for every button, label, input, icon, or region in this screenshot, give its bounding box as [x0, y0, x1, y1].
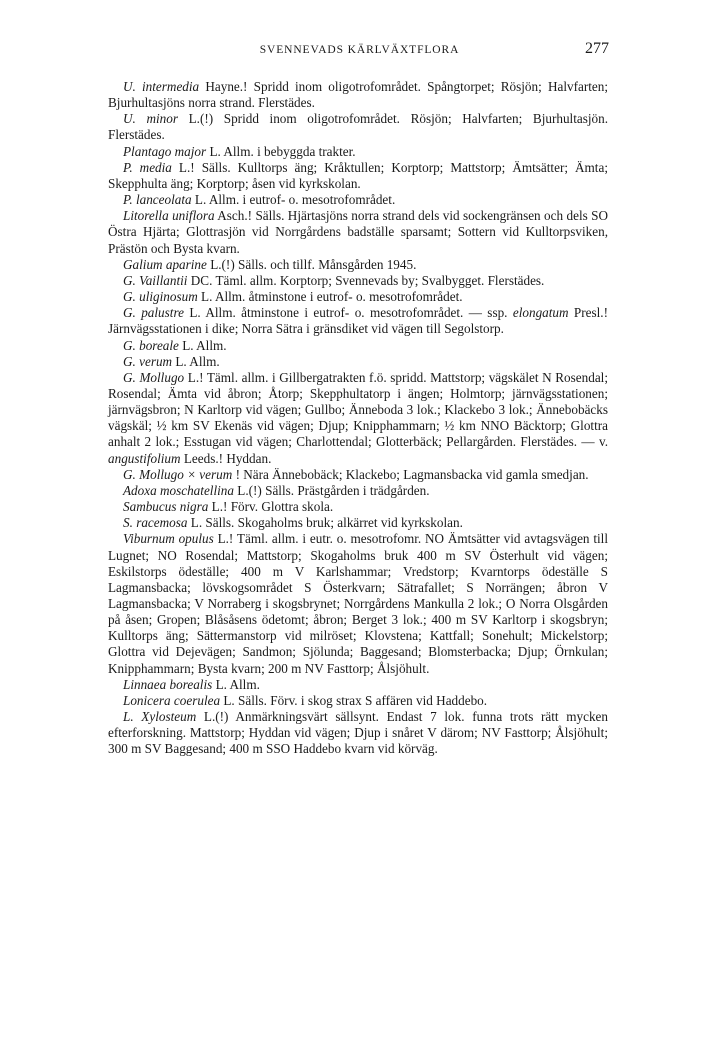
species-entry [108, 338, 608, 354]
taxon-name: G. Mollugo [123, 369, 185, 385]
species-entry [108, 467, 608, 483]
species-entry [108, 693, 608, 709]
taxon-name: Litorella uniflora [123, 208, 215, 224]
taxon-name: Adoxa moschatellina [123, 482, 234, 498]
entry-text: L. Allm. [178, 337, 227, 353]
subtaxon-name: angustifolium [108, 450, 181, 466]
entry-text: Asch.! Sälls. Hjärtasjöns norra strand dels vid sockengränsen och dels SO Östra Hjärta; Glottrasjön vid Norrgårdens badställe sparsamt; Sottern vid Kulltorpsviken, Prästön och Bysta kvarn. [108, 208, 608, 256]
taxon-name: S. racemosa [123, 515, 188, 531]
entry-text: L. Allm. åtminstone i eutrof- o. mesotrofområdet. [197, 289, 463, 305]
entry-text-continued: Presl.! Järnvägsstationen i dike; Norra Sätra i gränsdiket vid vägen till Segolstorp. [108, 305, 608, 337]
taxon-name: G. uliginosum [123, 289, 198, 305]
entry-text: ! Nära Ännebobäck; Klackebo; Lagmansbacka vid gamla smedjan. [232, 466, 589, 482]
page-number: 277 [585, 40, 609, 57]
taxon-name: G. palustre [123, 305, 184, 321]
entry-text: L. Allm. [172, 353, 220, 369]
entry-text: Hayne.! Spridd inom oligotrofområdet. Spångtorpet; Rösjön; Halvfarten; Bjurhultasjöns norra strand. Flerstädes. [108, 79, 608, 111]
running-title: SVENNEVADS KÄRLVÄXTFLORA [259, 44, 460, 56]
subtaxon-name: elongatum [512, 305, 569, 321]
taxon-name: Galium aparine [123, 256, 207, 272]
entry-text: L.(!) Sälls. och tillf. Månsgården 1945. [206, 256, 417, 272]
species-entry [108, 79, 608, 111]
species-entry [108, 531, 608, 676]
species-entry [108, 273, 608, 289]
taxon-name: G. boreale [123, 337, 179, 353]
entry-text: L. Sälls. Förv. i skog strax S affären vid Haddebo. [220, 692, 488, 708]
taxon-name: U. intermedia [123, 79, 200, 94]
species-entry [108, 160, 608, 192]
entry-text-continued: Leeds.! Hyddan. [180, 450, 272, 466]
species-entry [108, 483, 608, 499]
species-entry [108, 208, 608, 256]
entry-text: DC. Täml. allm. Korptorp; Svennevads by; Svalbygget. Flerstädes. [187, 272, 545, 288]
taxon-name: G. Vaillantii [123, 272, 188, 288]
species-entry [108, 677, 608, 693]
species-entry [108, 354, 608, 370]
flora-text-body [108, 79, 608, 758]
species-entry [108, 257, 608, 273]
species-entry [108, 111, 608, 143]
species-entry [108, 370, 608, 467]
species-entry [108, 499, 608, 515]
entry-text: L.! Täml. allm. i Gillbergatrakten f.ö. spridd. Mattstorp; vägskälet N Rosendal; Rosendal; Ämta vid åbron; Åtorp; Skepphultatorp i ängen; Holmtorp; järnvägsstationen; järnvägsbron; N Karltorp vid vägen; Gullbo; Änneboda 3 lok.; Klackebo 3 lok.; Ännebobäcks vägskäl; ½ km SV Ekenäs vid vägen; Djup; Knipphammarn; ½ km NNO Bäcktorp; Glottra anhalt 2 lok.; Esstugan vid vägen; Charlottendal; Glotterbäck; Pellargården. Flerstädes. — v. [108, 369, 608, 450]
taxon-name: Linnaea borealis [123, 676, 213, 692]
entry-text: L.(!) Anmärkningsvärt sällsynt. Endast 7 lok. funna trots rätt mycken efterforskning. Mattstorp; Hyddan vid vägen; Djup i snåret V därom; NV Fasttorp; Ålsjöhult; 300 m SV Baggesand; 400 m SSO Haddebo kvarn vid körväg. [108, 709, 608, 757]
taxon-name: Sambucus nigra [123, 499, 209, 515]
entry-text: L.! Täml. allm. i eutr. o. mesotrofomr. NO Ämtsätter vid avtagsvägen till Lugnet; NO Rosendal; Mattstorp; Skogaholms bruk 400 m SV Österhult vid vägen; Eskilstorps ödeställe; 400 m V Karlshammar; Vredstorp; Kvarntorps ödeställe S Lagmansbacka; lövskogsområdet S Österkvarn; Sätrafallet; S Norrängen; åbron V Lagmansbacka; V Norraberg i skogsbrynet; Norrgårdens Mankulla 2 lok.; O Norra Olsgården på åsen; Gropen; Blåsåsens ödetomt; åbron; Berget 3 lok.; 400 m SV Karltorp i skogsbryn; Kulltorps äng; Sättermanstorp vid milröset; Klovstena; Kattfall; Sonehult; Mickelstorp; Glottra vid Dejevägen; Sandmon; Sjölunda; Baggesand; Blomsterbacka; Djup; Örnkulan; Knipphammarn; Bysta kvarn; 200 m NV Fasttorp; Ålsjöhult. [108, 531, 608, 676]
entry-text: L. Allm. [212, 676, 260, 692]
entry-text: L.(!) Sälls. Prästgården i trädgården. [233, 482, 430, 498]
taxon-name: P. lanceolata [123, 192, 192, 208]
taxon-name: Viburnum opulus [123, 531, 214, 547]
entry-text: L.! Sälls. Kulltorps äng; Kråktullen; Korptorp; Mattstorp; Ämtsätter; Ämta; Skepphulta äng; Korptorp; åsen vid kyrkskolan. [108, 159, 608, 191]
entry-text: L.(!) Spridd inom oligotrofområdet. Rösjön; Halvfarten; Bjurhultasjön. Flerstädes. [108, 111, 609, 143]
entry-text: L. Allm. i eutrof- o. mesotrofområdet. [191, 192, 396, 208]
species-entry [108, 305, 608, 337]
entry-text: L. Allm. åtminstone i eutrof- o. mesotrofområdet. — ssp. [183, 305, 513, 321]
taxon-name: Plantago major [123, 143, 207, 159]
taxon-name: G. verum [123, 353, 173, 369]
taxon-name: U. minor [123, 111, 178, 127]
species-entry [108, 515, 608, 531]
species-entry [108, 289, 608, 305]
entry-text: L. Allm. i bebyggda trakter. [206, 143, 356, 159]
taxon-name: L. Xylosteum [123, 709, 197, 725]
entry-text: L. Sälls. Skogaholms bruk; alkärret vid kyrkskolan. [187, 515, 463, 531]
taxon-name: G. Mollugo × verum [123, 466, 233, 482]
taxon-name: Lonicera coerulea [123, 692, 221, 708]
taxon-name: P. media [123, 159, 172, 175]
species-entry [108, 192, 608, 208]
species-entry [108, 144, 608, 160]
entry-text: L.! Förv. Glottra skola. [208, 499, 334, 515]
species-entry [108, 709, 608, 757]
